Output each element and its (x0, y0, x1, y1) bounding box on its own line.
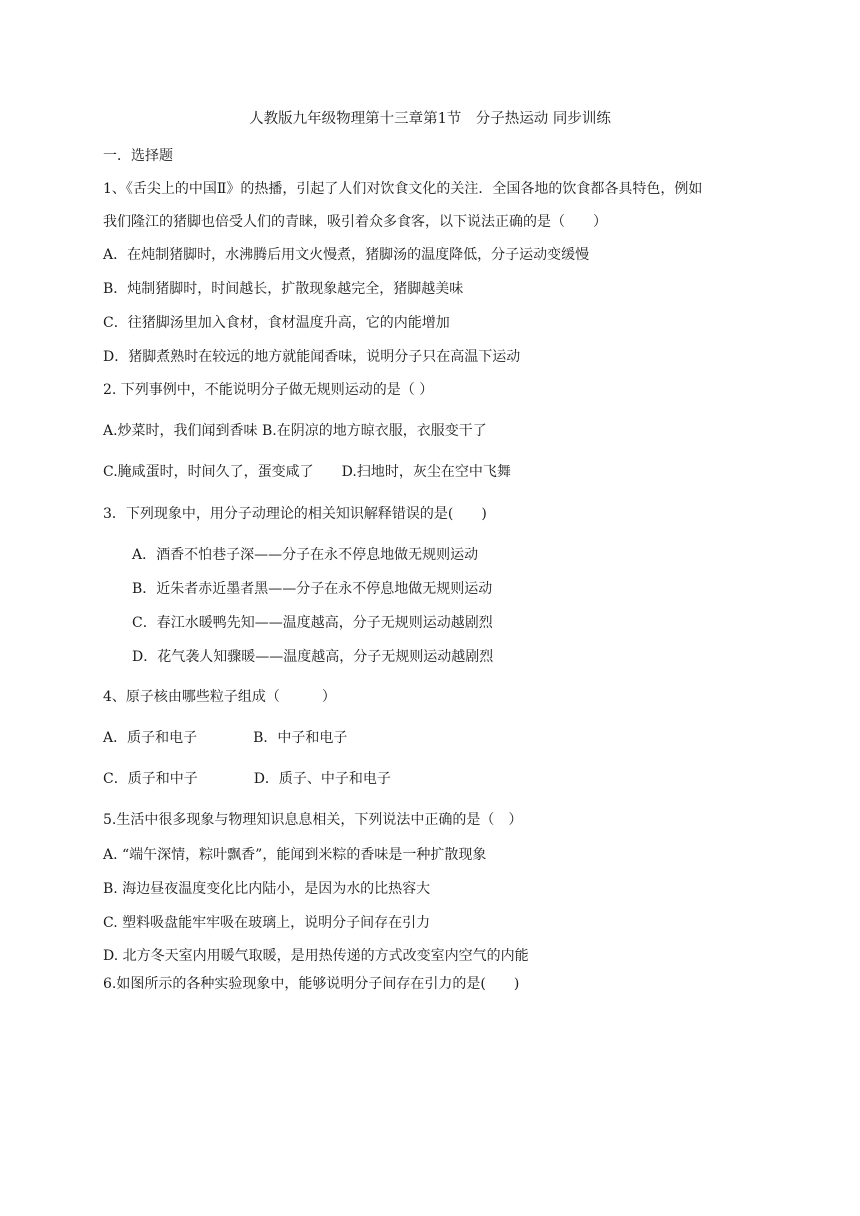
q4-stem: 4、原子核由哪些粒子组成（ ） (103, 689, 336, 705)
q1-option-d: D．猪脚煮熟时在较远的地方就能闻香味，说明分子只在高温下运动 (103, 349, 521, 365)
q5-stem: 5.生活中很多现象与物理知识息息相关，下列说法中正确的是（ ） (103, 812, 523, 828)
page-title: 人教版九年级物理第十三章第1节 分子热运动 同步训练 (249, 111, 611, 127)
q5-option-c: C. 塑料吸盘能牢牢吸在玻璃上，说明分子间存在引力 (103, 915, 431, 931)
q2-options-ab: A.炒菜时，我们闻到香味 B.在阴凉的地方晾衣服，衣服变干了 (103, 423, 487, 439)
q6-stem: 6.如图所示的各种实验现象中，能够说明分子间存在引力的是( ) (103, 976, 520, 992)
q3-option-c: C．春江水暖鸭先知——温度越高，分子无规则运动越剧烈 (132, 615, 493, 631)
q1-option-b: B．炖制猪脚时，时间越长，扩散现象越完全，猪脚越美味 (103, 281, 464, 297)
q4-options-ab: A．质子和电子 B．中子和电子 (103, 730, 348, 746)
q5-option-b: B. 海边昼夜温度变化比内陆小，是因为水的比热容大 (103, 881, 431, 897)
q3-option-a: A．酒香不怕巷子深——分子在永不停息地做无规则运动 (132, 547, 479, 563)
q2-options-cd: C.腌咸蛋时，时间久了，蛋变咸了 D.扫地时，灰尘在空中飞舞 (103, 464, 511, 480)
q1-stem-line1: 1、《舌尖上的中国Ⅱ》的热播，引起了人们对饮食文化的关注．全国各地的饮食都各具特色，例如 (103, 181, 703, 197)
q2-stem: 2. 下列事例中，不能说明分子做无规则运动的是（ ） (103, 382, 434, 398)
q3-option-d: D．花气袭人知骤暖——温度越高，分子无规则运动越剧烈 (132, 649, 494, 665)
q5-option-d: D. 北方冬天室内用暖气取暖，是用热传递的方式改变室内空气的内能 (103, 948, 529, 964)
q1-option-c: C．往猪脚汤里加入食材，食材温度升高，它的内能增加 (103, 315, 450, 331)
q5-option-a: A. “端午深情，粽叶飘香”，能闻到米粽的香味是一种扩散现象 (103, 847, 487, 863)
q4-options-cd: C．质子和中子 D．质子、中子和电子 (103, 771, 391, 787)
q1-stem-line2: 我们隆江的猪脚也倍受人们的青睐，吸引着众多食客，以下说法正确的是（ ） (103, 214, 607, 230)
q3-stem: 3．下列现象中，用分子动理论的相关知识解释错误的是( ) (103, 506, 487, 522)
q1-option-a: A．在炖制猪脚时，水沸腾后用文火慢煮，猪脚汤的温度降低，分子运动变缓慢 (103, 247, 590, 263)
section-heading: 一．选择题 (103, 148, 173, 164)
q3-option-b: B．近朱者赤近墨者黑——分子在永不停息地做无规则运动 (132, 581, 493, 597)
